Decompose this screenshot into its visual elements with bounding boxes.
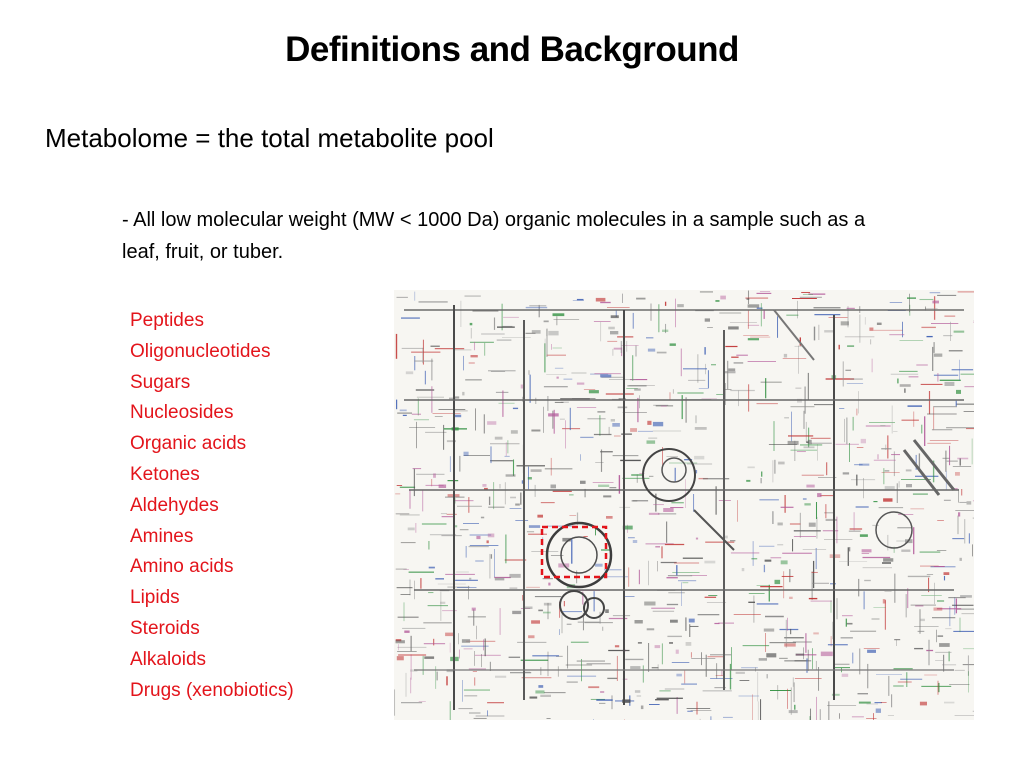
metabolite-class-item: Amino acids — [130, 556, 234, 578]
metabolite-class-item: Peptides — [130, 310, 204, 331]
metabolite-class-item: Sugars — [130, 371, 191, 393]
slide-title: Definitions and Background — [285, 30, 739, 69]
metabolome-definition: Metabolome = the total metabolite pool — [45, 123, 494, 153]
metabolome-description: - All low molecular weight (MW < 1000 Da) organic molecules in a sample such as a leaf, fruit, or tuber. — [122, 209, 866, 263]
metabolite-class-item: Amines — [130, 525, 194, 547]
metabolite-class-item: Nucleosides — [130, 402, 234, 424]
metabolite-class-item: Drugs (xenobiotics) — [130, 679, 294, 701]
metabolite-class-item: Oligonucleotides — [130, 340, 271, 362]
metabolite-class-item: Organic acids — [130, 433, 247, 455]
metabolite-class-item: Ketones — [130, 463, 200, 485]
metabolite-class-item: Aldehydes — [130, 494, 219, 516]
metabolite-class-item: Alkaloids — [130, 648, 207, 670]
metabolic-pathway-map — [394, 290, 974, 720]
metabolite-class-list — [130, 306, 294, 706]
metabolite-class-item: Lipids — [130, 587, 180, 609]
metabolite-class-item: Steroids — [130, 617, 200, 639]
